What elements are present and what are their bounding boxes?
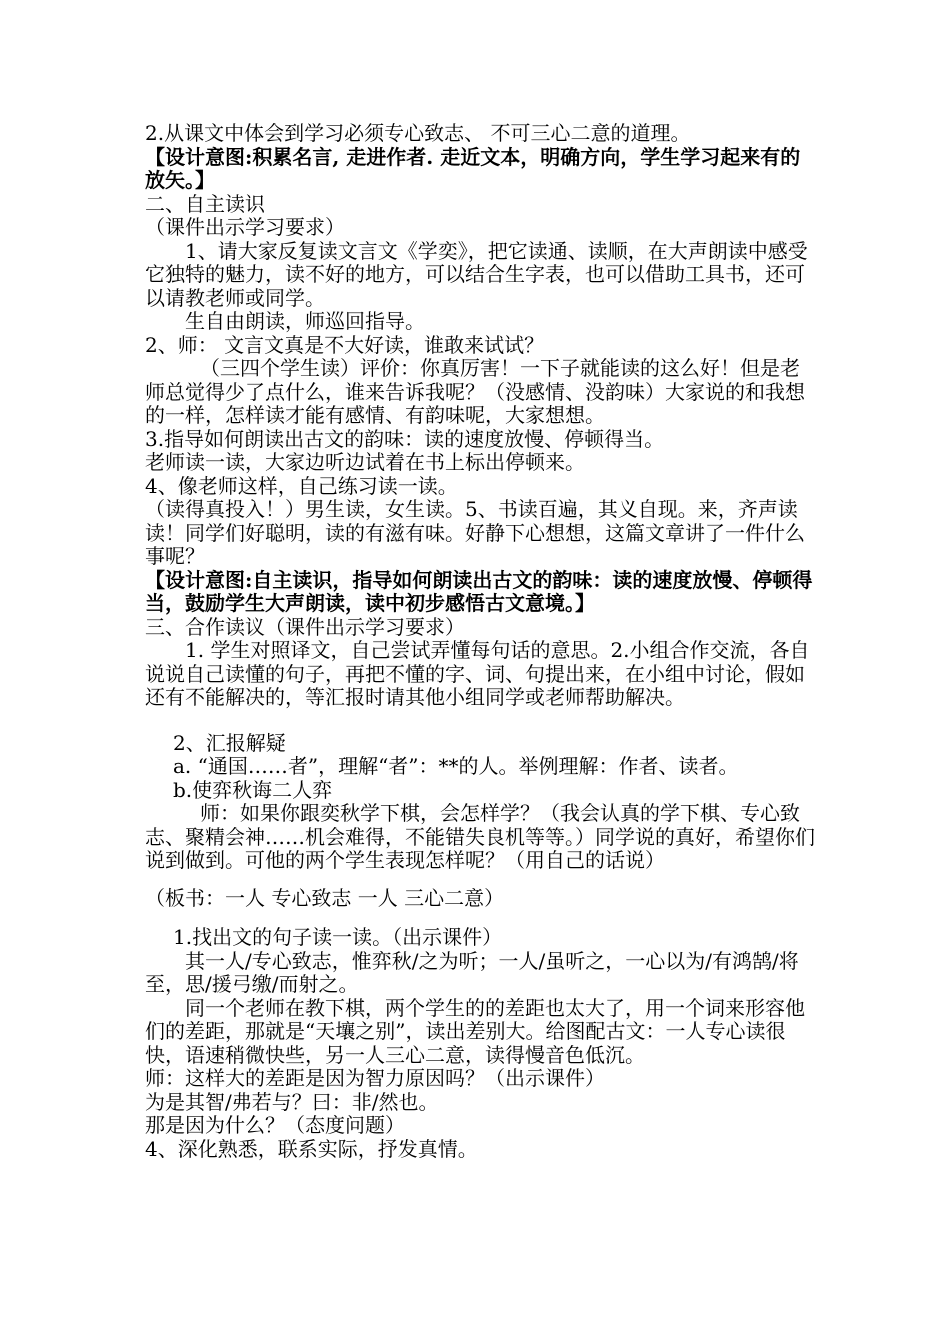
classical-text-1: 其一人/专心致志，惟弈秋/之为听；一人/虽听之，一心以为/有鸿鹄/将至，思/援弓缴/而射之。 [145,948,799,996]
cooperation-paragraph: 1. 学生对照译文，自己尝试弄懂每句话的意思。2.小组合作交流，各自说说自己读懂的句子，再把不懂的字、词、句提出来，在小组中讨论，假如还有不能解决的，等汇报时请其他小组同学或老师帮助解决。 [145,638,810,709]
reading-instruction: 1、请大家反复读文言文《学奕》，把它读通、读顺，在大声朗读中感受它独特的魅力，读不好的地方，可以结合生字表，也可以借助工具书，还可以请教老师或同学。 [145,238,808,310]
deepen-item-4: 4、深化熟悉，联系实际，抒发真情。 [145,1136,478,1161]
design-intent-2: 【设计意图:自主读识，指导如何朗读出古文的韵味：读的速度放慢、停顿得当，鼓励学生大声朗读，读中初步感悟古文意境。】 [145,567,813,615]
board-writing: （板书：一人 专心致志 一人 三心二意） [145,885,505,910]
design-intent-1: 【设计意图:积累名言, 走进作者. 走近文本，明确方向，学生学习起来有的放矢。】 [145,144,801,192]
teacher-prompt: 2、师： 文言文真是不大好读，谁敢来试试？ [145,332,545,357]
classical-text-2: 为是其智/弗若与？曰：非/然也。 [145,1089,439,1114]
report-item-a: a. “通国……者”，理解“者”：**的人。举例理解：作者、读者。 [173,754,739,778]
practice-item-4: 4、像老师这样，自己练习读一读。 [145,473,458,498]
section-heading-3: 三、合作读议（课件出示学习要求） [145,614,465,639]
spacer [145,873,817,887]
teacher-question-paragraph: 师：如果你跟奕秋学下棋，会怎样学？（我会认真的学下棋、专心致志、聚精会神……机会难得，不能错失良机等等。）同学说的真好，希望你们说到做到。可他的两个学生表现怎样呢？（用自己的话说） [145,801,815,872]
evaluation-paragraph: （三四个学生读）评价：你真厉害！一下子就能读的这么好！但是老师总觉得少了点什么，谁来告诉我呢？（没感情、没韵味）大家说的和我想的一样，怎样读才能有感情、有韵味呢，大家想想。 [145,356,805,427]
teacher-reading-note: 老师读一读，大家边听边试着在书上标出停顿来。 [145,450,585,474]
teacher-question: 师：这样大的差距是因为智力原因吗？（出示课件） [145,1066,605,1090]
goal-item-2: 2.从课文中体会到学习必须专心致志、 不可三心二意的道理。 [145,121,691,145]
group-reading-paragraph: （读得真投入！）男生读，女生读。5、书读百遍，其义自现。来，齐声读读！同学们好聪明，读的有滋有味。好静下心想想，这篇文章讲了一件什么事呢？ [145,497,805,568]
document-page [145,122,817,1161]
guidance-item-3: 3.指导如何朗读出古文的韵味：读的速度放慢、停顿得当。 [145,426,665,451]
section-heading-2: 二、自主读识 [145,191,265,216]
free-reading-note: 生自由朗读，师巡回指导。 [185,309,425,333]
report-item-b: b.使弈秋诲二人弈 [173,777,333,802]
attitude-question: 那是因为什么？（态度问题） [145,1113,405,1137]
find-sentence-item: 1.找出文的句子读一读。（出示课件） [173,925,503,949]
spacer [145,910,817,926]
courseware-note: （课件出示学习要求） [145,215,345,239]
spacer [145,710,817,732]
comparison-paragraph: 同一个老师在教下棋，两个学生的的差距也太大了，用一个词来形容他们的差距，那就是“天壤之别”，读出差别大。给图配古文：一人专心读很快，语速稍微快些，另一人三心二意，读得慢音色低沉。 [145,995,805,1067]
report-heading: 2、汇报解疑 [173,730,286,755]
